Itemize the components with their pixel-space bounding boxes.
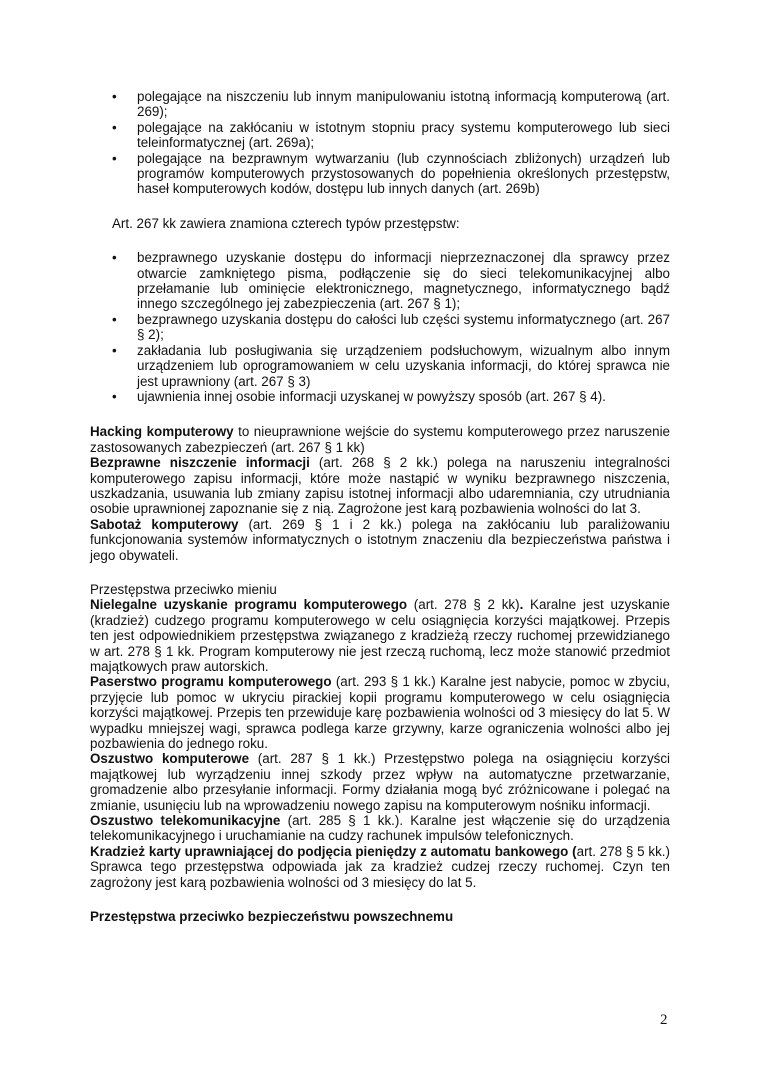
kradziez-paragraph: Kradzież karty uprawniającej do podjęcia pieniędzy z automatu bankowego (art. 278 § 5 kk.) Sprawca tego przestępstwa odpowiada jak za kradzież cudzej rzeczy ruchomej. Czyn ten zagrożony jest karą pozbawienia wolności od 3 miesięcy do lat 5. xyxy=(90,843,670,890)
bullet-list-offenses xyxy=(90,89,670,197)
bullet-icon: • xyxy=(112,342,117,358)
telekom-paragraph: Oszustwo telekomunikacyjne (art. 285 § 1 kk.). Karalne jest włączenie się do urządzenia telekomunikacyjnego i uruchamianie na cudzy rachunek impulsów telefonicznych. xyxy=(90,813,670,844)
page-content xyxy=(90,89,670,925)
term-niszczenie: Bezprawne niszczenie informacji xyxy=(90,455,310,471)
paserstwo-paragraph: Paserstwo programu komputerowego (art. 293 § 1 kk.) Karalne jest nabycie, pomoc w zbyciu, przyjęcie lub pomoc w ukryciu pirackiej kopii programu komputerowego w celu osiągnięcia korzyści majątkowej. Przepis ten przewiduje karę pozbawienia wolności od 3 miesięcy do lat 5. W wypadku mniejszej wagi, sprawca podlega karze grzywny, karze ograniczenia wolności albo jej pozbawienia do jednego roku. xyxy=(90,674,670,752)
list-item: • ujawnienia innej osobie informacji uzyskanej w powyższy sposób (art. 267 § 4). xyxy=(112,388,606,404)
list-item: • bezprawnego uzyskanie dostępu do informacji nieprzeznaczonej dla sprawcy przez otwarcie zamkniętego pisma, podłączenie się do sieci telekomunikacyjnej albo przełamanie lub ominięcie elektronicznego, magnetycznego, informatycznego bądź innego szczególnego jej zabezpieczenia (art. 267 § 1); xyxy=(112,250,670,312)
niszczenie-paragraph: Bezprawne niszczenie informacji (art. 268 § 2 kk.) polega na naruszeniu integralności komputerowego zapisu informacji, które może nastąpić w wyniku bezprawnego niszczenia, uszkadzania, usuwania lub zmiany zapisu istotnej informacji albo udaremniania, czy utrudniania osobie uprawnionej zapoznanie się z nią. Zagrożone jest karą pozbawienia wolności do lat 3. xyxy=(90,455,671,517)
list-item: • polegające na niszczeniu lub innym manipulowaniu istotną informacją komputerową (art. 269); xyxy=(112,89,670,120)
term-nielegalne: Nielegalne uzyskanie programu komputerowego xyxy=(90,597,408,613)
bullet-icon: • xyxy=(112,311,117,327)
term-hacking: Hacking komputerowy xyxy=(90,424,234,440)
term-oszustwo: Oszustwo komputerowe xyxy=(90,751,250,767)
bullet-icon: • xyxy=(112,119,117,135)
list-item: • polegające na bezprawnym wytwarzaniu (lub czynnościach zbliżonych) urządzeń lub programów komputerowych przystosowanych do popełnienia określonych przestępstw, haseł komputerowych kodów, dostępu lub innych danych (art. 269b) xyxy=(112,150,670,197)
term-paserstwo: Paserstwo programu komputerowego xyxy=(90,674,332,690)
hacking-paragraph: Hacking komputerowy to nieuprawnione wejście do systemu komputerowego przez naruszenie zastosowanych zabezpieczeń (art. 267 § 1 kk) xyxy=(90,424,670,455)
term-telekom: Oszustwo telekomunikacyjne xyxy=(90,813,281,829)
list-item: • bezprawnego uzyskania dostępu do całości lub części systemu informatycznego (art. 267 § 2); xyxy=(112,311,670,343)
sabotaz-paragraph: Sabotaż komputerowy (art. 269 § 1 i 2 kk.) polega na zakłócaniu lub paraliżowaniu funkcjonowania systemów informatycznych o istotnym znaczeniu dla bezpieczeństwa państwa i jego obywateli. xyxy=(90,516,670,563)
bullet-icon: • xyxy=(112,150,117,166)
bullet-icon: • xyxy=(112,89,117,104)
list-item: • zakładania lub posługiwania się urządzeniem podsłuchowym, wizualnym albo innym urządzeniem lub oprogramowaniem w celu uzyskania informacji, do której sprawca nie jest uprawniony (art. 267 § 3) xyxy=(112,342,670,389)
nielegalne-paragraph: Nielegalne uzyskanie programu komputerowego (art. 278 § 2 kk). Karalne jest uzyskanie (kradzież) cudzego programu komputerowego w celu osiągnięcia korzyści majątkowej. Przepis ten jest odpowiednikiem przestępstwa związanego z kradzieżą rzeczy ruchomej przewidzianego w art. 278 § 1 kk. Program komputerowy nie jest rzeczą ruchomą, lecz może stanowić przedmiot majątkowych praw autorskich. xyxy=(90,597,670,674)
list-item: • polegające na zakłócaniu w istotnym stopniu pracy systemu komputerowego lub sieci teleinformatycznej (art. 269a); xyxy=(112,119,670,151)
oszustwo-paragraph: Oszustwo komputerowe (art. 287 § 1 kk.) Przestępstwo polega na osiągnięciu korzyści majątkowej lub wyrządzeniu innej szkody przez wpływ na automatyczne przetwarzanie, gromadzenie albo przesyłanie informacji. Formy działania mogą być zróżnicowane i polegać na zmianie, usunięciu lub na wprowadzeniu nowego zapisu na komputerowym nośniku informacji. xyxy=(90,751,671,813)
bullet-list-art-267 xyxy=(90,250,670,404)
art-267-intro: Art. 267 kk zawiera znamiona czterech typów przestępstw: xyxy=(112,215,460,231)
section-heading-bezpieczenstwo: Przestępstwa przeciwko bezpieczeństwu powszechnemu xyxy=(90,909,454,925)
term-kradziez: Kradzież karty uprawniającej do podjęcia pieniędzy z automatu bankowego ( xyxy=(90,843,577,859)
bullet-icon: • xyxy=(112,388,117,404)
page-number: 2 xyxy=(660,1012,668,1028)
bullet-icon: • xyxy=(112,250,117,266)
section-heading-mienie: Przestępstwa przeciwko mieniu xyxy=(90,581,277,597)
term-sabotaz: Sabotaż komputerowy xyxy=(90,516,239,532)
